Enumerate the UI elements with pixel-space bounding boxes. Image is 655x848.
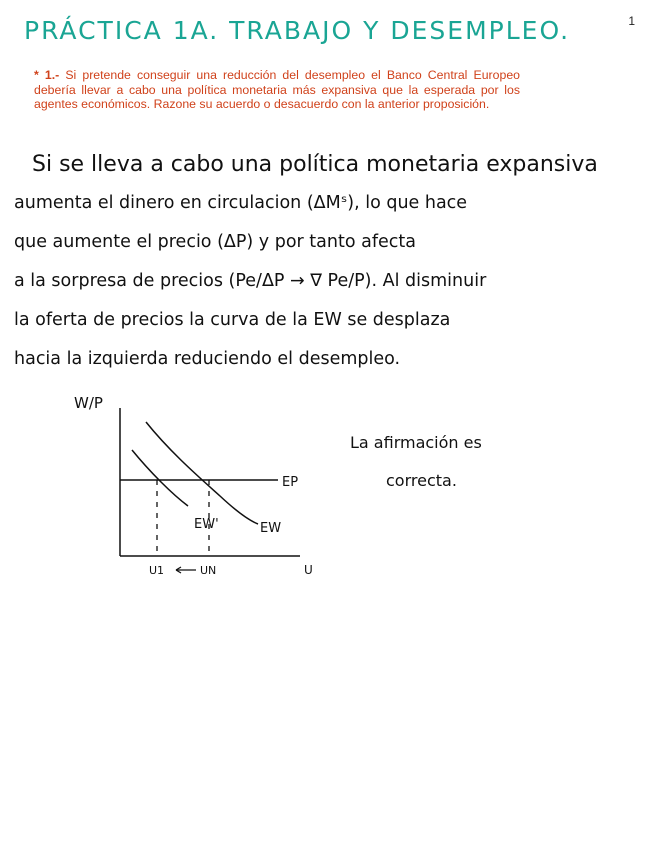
answer-line: Si se lleva a cabo una política monetaria expansiva [32, 152, 598, 177]
question-text: Si pretende conseguir una reducción del desempleo el Banco Central Europeo debería llevar a cabo una política monetaria más expansiva que la esperada por los agentes económicos. Razone su acuerdo o desacuerdo con la anterior proposición. [34, 68, 520, 111]
answer-line: la oferta de precios la curva de la EW se desplaza [14, 310, 451, 330]
question-number: * 1.- [34, 68, 60, 82]
conclusion-line: correcta. [386, 471, 457, 490]
question [34, 68, 520, 112]
answer-line: hacia la izquierda reduciendo el desempleo. [14, 349, 401, 369]
answer-line: que aumente el precio (ΔP) y por tanto afecta [14, 232, 416, 252]
u1-label: U1 [149, 564, 165, 577]
x-axis-label: U [304, 563, 313, 577]
conclusion [350, 424, 482, 500]
answer-line: a la sorpresa de precios (Pe/ΔP → ∇ Pe/P). Al disminuir [14, 271, 487, 291]
ew-shifted-label: EW' [194, 517, 219, 532]
handwritten-answer [14, 145, 639, 379]
ew-curve [146, 422, 258, 524]
ep-label: EP [282, 475, 299, 490]
ew-label: EW [260, 521, 282, 536]
page-title: PRÁCTICA 1A. TRABAJO Y DESEMPLEO. [24, 16, 571, 45]
un-label: UN [200, 564, 217, 577]
conclusion-line: La afirmación es [350, 433, 482, 452]
y-axis-label: W/P [74, 394, 103, 412]
answer-line: aumenta el dinero en circulacion (ΔMˢ), lo que hace [14, 193, 468, 213]
labor-market-diagram [60, 388, 330, 588]
page-number: 1 [628, 14, 635, 28]
